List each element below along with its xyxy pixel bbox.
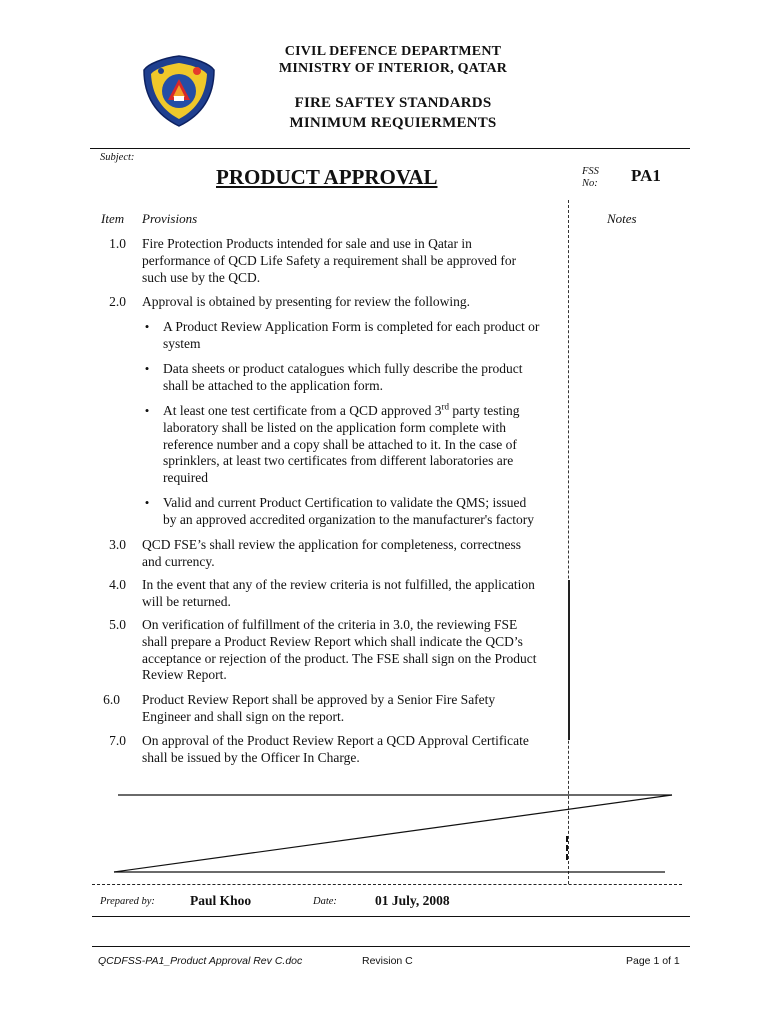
item-number: 4.0 xyxy=(109,577,126,592)
item-number: 7.0 xyxy=(109,733,126,748)
ministry-name: MINISTRY OF INTERIOR, QATAR xyxy=(278,61,508,76)
doc-code: PA1 xyxy=(631,166,661,185)
date-label: Date: xyxy=(313,896,337,907)
provision-text: In the event that any of the review criteria is not fulfilled, the application will be returned. xyxy=(142,577,535,609)
item-number: 1.0 xyxy=(109,236,126,251)
item-header: Item xyxy=(101,211,125,226)
standards-subtitle: MINIMUM REQUIERMENTS xyxy=(289,115,497,131)
footer-rule xyxy=(92,946,690,947)
bullet-icon: • xyxy=(144,361,150,376)
bullet-text: At least one test certificate from a QCD approved 3rd party testing laboratory shall be listed on the application form complete with reference number and a copy shall be attached to it. In the case of sprinklers, at least two certificates from different laboratories are required xyxy=(163,401,520,486)
item-number: 3.0 xyxy=(109,537,126,552)
fss-label: FSS xyxy=(582,166,599,177)
bullet-text: Valid and current Product Certification to validate the QMS; issued by an approved accredited organization to the manufacturer's factory xyxy=(163,495,535,527)
footer-revision: Revision C xyxy=(362,955,413,967)
provision-text: On verification of fulfillment of the criteria in 3.0, the reviewing FSE shall prepare a Product Review Report which shall indicate the QCD’s acceptance or rejection of the product. The FSE shall sign on the Product Review Report. xyxy=(142,617,537,683)
bullet-text: A Product Review Application Form is completed for each product or system xyxy=(163,319,540,351)
bullet-icon: • xyxy=(144,495,150,510)
item-number: 5.0 xyxy=(109,617,126,632)
bullet-text: Data sheets or product catalogues which fully describe the product shall be attached to the application form. xyxy=(163,361,523,393)
notes-header: Notes xyxy=(607,211,637,226)
bullet-icon: • xyxy=(144,403,150,418)
item-number: 2.0 xyxy=(109,294,126,309)
signature-bottom-rule xyxy=(92,916,690,917)
standards-title: FIRE SAFTEY STANDARDS xyxy=(294,95,492,111)
item-number: 6.0 xyxy=(103,692,120,707)
subject-label: Subject: xyxy=(100,152,135,163)
provision-text: Approval is obtained by presenting for review the following. xyxy=(142,294,471,309)
provision-text: QCD FSE’s shall review the application for completeness, correctness and currency. xyxy=(142,537,522,569)
bullet-icon: • xyxy=(144,319,150,334)
prepared-by-label: Prepared by: xyxy=(100,896,155,907)
department-name: CIVIL DEFENCE DEPARTMENT xyxy=(284,44,502,59)
provision-text: On approval of the Product Review Report a QCD Approval Certificate shall be issued by the Officer In Charge. xyxy=(142,733,529,765)
document-title: PRODUCT APPROVAL xyxy=(216,165,438,189)
signature-top-rule xyxy=(92,884,682,885)
footer-page: Page 1 of 1 xyxy=(626,955,680,967)
column-divider-mark xyxy=(566,836,571,860)
footer-filename: QCDFSS-PA1_Product Approval Rev C.doc xyxy=(98,955,303,967)
provision-text: Fire Protection Products intended for sale and use in Qatar in performance of QCD Life Safety a requirement shall be approved for such use by the QCD. xyxy=(142,236,517,285)
prepared-by-name: Paul Khoo xyxy=(190,893,252,908)
date-value: 01 July, 2008 xyxy=(375,893,450,908)
no-label: No: xyxy=(582,178,598,189)
provisions-header: Provisions xyxy=(142,211,198,226)
provision-text: Product Review Report shall be approved by a Senior Fire Safety Engineer and shall sign on the report. xyxy=(142,692,496,724)
